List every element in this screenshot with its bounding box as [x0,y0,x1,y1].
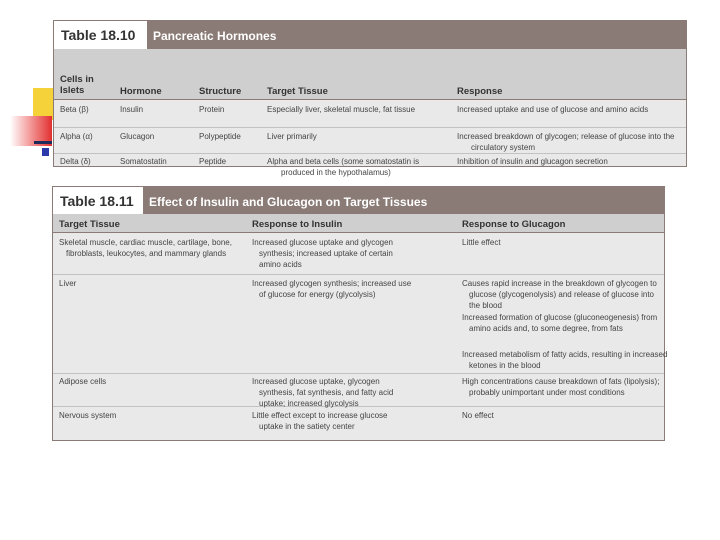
cell-tissue: Liver [59,279,77,288]
table-header-row [54,49,686,100]
cell-response: Increased uptake and use of glucose and amino acids [457,105,649,114]
cell-tissue: Nervous system [59,411,117,420]
cell-glucagon-response: Little effect [462,238,501,247]
header-target-tissue: Target Tissue [59,219,120,230]
table-insulin-glucagon-effects [52,186,668,441]
table-title-bar [53,187,664,214]
table-title-bar [54,21,686,49]
cell-insulin-response: Little effect except to increase glucose uptake in the satiety center [252,411,388,431]
cell-hormone: Insulin [120,105,144,114]
cell-target-tissue: Liver primarily [267,132,317,141]
cell-glucagon-response: No effect [462,411,494,420]
header-response: Response [457,86,503,97]
cell-glucagon-response: Increased formation of glucose (gluconeogenesis) from amino acids and, to some degree, from fats [462,313,658,333]
header-response-glucagon: Response to Glucagon [462,219,566,230]
table-row [53,407,664,440]
cell-structure: Protein [199,105,225,114]
cell-insulin-response: Increased glucose uptake, glycogen synthesis, fat synthesis, and fatty acid uptake; increased glycolysis [252,377,394,408]
cell-hormone: Somatostatin [120,157,167,166]
header-cells-in-islets: Cells in Islets [60,74,94,96]
cell-glucagon-response: High concentrations cause breakdown of fats (lipolysis); probably unimportant under most conditions [462,377,660,397]
header-structure: Structure [199,86,242,97]
header-hormone: Hormone [120,86,162,97]
table-pancreatic-hormones [53,20,687,177]
cell-target-tissue: Alpha and beta cells (some somatostatin is produced in the hypothalamus) [267,157,420,177]
table-row [53,374,664,407]
table-number: Table 18.11 [53,187,143,214]
cell-islet: Beta (β) [60,105,89,114]
cell-insulin-response: Increased glucose uptake and glycogen synthesis; increased uptake of certain amino acids [252,238,393,269]
header-target-tissue: Target Tissue [267,86,328,97]
table-row [54,154,686,177]
cell-response: Inhibition of insulin and glucagon secretion [457,157,608,166]
cell-islet: Alpha (α) [60,132,93,141]
table-title: Effect of Insulin and Glucagon on Target Tissues [149,195,428,209]
table-title: Pancreatic Hormones [153,29,277,43]
table-row [53,234,664,275]
cell-glucagon-response: Increased metabolism of fatty acids, resulting in increased ketones in the blood [462,350,668,370]
cell-insulin-response: Increased glycogen synthesis; increased use of glucose for energy (glycolysis) [252,279,412,299]
table-header-row [53,214,664,233]
cell-islet: Delta (δ) [60,157,91,166]
slide-accent-blue [42,148,49,156]
cell-target-tissue: Especially liver, skeletal muscle, fat tissue [267,105,416,114]
cell-structure: Peptide [199,157,227,166]
cell-response: Increased breakdown of glycogen; release of glucose into the circulatory system [457,132,675,152]
cell-tissue: Adipose cells [59,377,107,386]
table-number: Table 18.10 [54,21,147,49]
cell-structure: Polypeptide [199,132,241,141]
slide-accent-line [34,141,52,144]
cell-hormone: Glucagon [120,132,155,141]
header-response-insulin: Response to Insulin [252,219,343,230]
table-row [54,101,686,128]
cell-tissue: Skeletal muscle, cardiac muscle, cartilage, bone, fibroblasts, leukocytes, and mammary glands [59,238,232,258]
table-row [53,275,668,374]
cell-glucagon-response: Causes rapid increase in the breakdown of glycogen to glucose (glycogenolysis) and release of glucose into the blood [462,279,657,310]
table-row [54,128,686,154]
